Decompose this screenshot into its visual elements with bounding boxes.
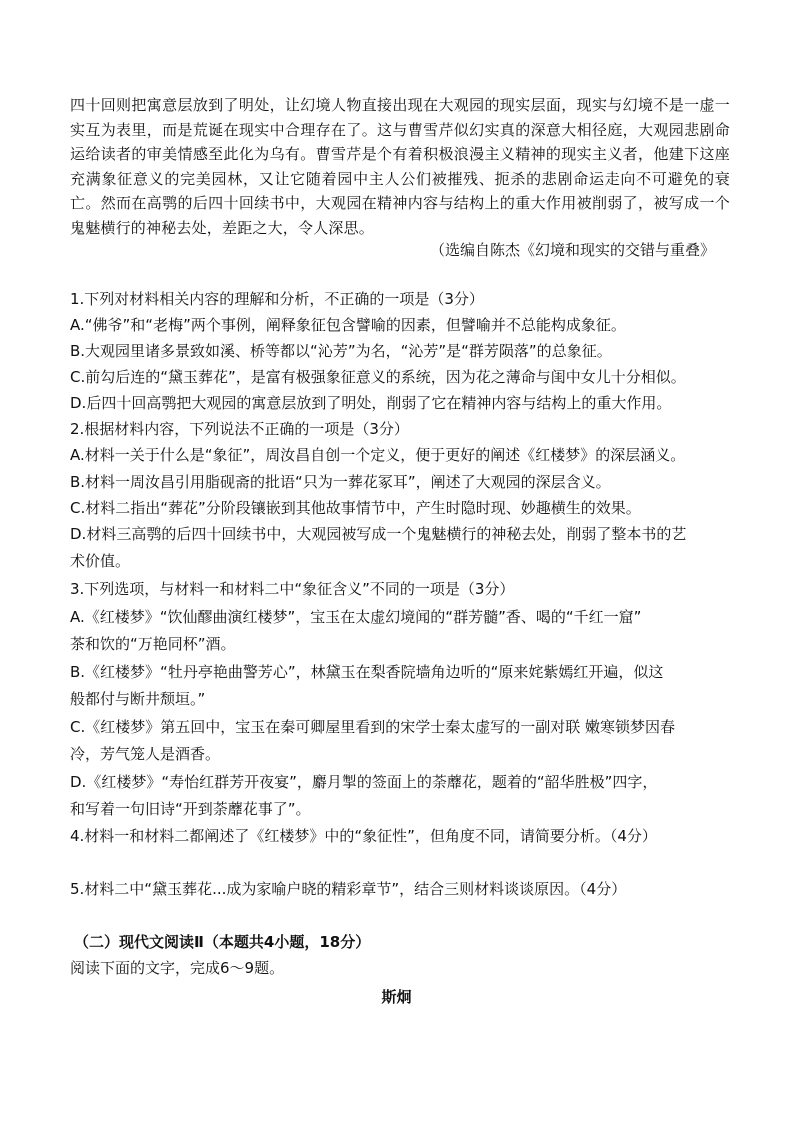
section-2-instruction: 阅读下面的文字，完成6～9题。 bbox=[70, 959, 285, 977]
question-1-option-a: A.“佛爷”和“老梅”两个事例，阐释象征包含譬喻的因素，但譬喻并不总能构成象征。 bbox=[70, 316, 626, 334]
passage-source: （选编自陈杰《幻境和现实的交错与重叠》 bbox=[429, 241, 715, 259]
section-2-title: （二）现代文阅读Ⅱ（本题共4小题，18分） bbox=[74, 933, 371, 951]
question-4: 4.材料一和材料二都阐述了《红楼梦》中的“象征性”，但角度不同，请简要分析。（4分） bbox=[70, 827, 657, 845]
question-1-option-d: D.后四十回高鹗把大观园的寓意层放到了明处，削弱了它在精神内容与结构上的重大作用。 bbox=[70, 394, 672, 412]
question-2-stem: 2.根据材料内容，下列说法不正确的一项是（3分） bbox=[70, 420, 409, 438]
question-3-option-a-cont: 茶和饮的“万艳同杯”酒。 bbox=[70, 635, 236, 653]
question-3-option-c-cont: 冷，芳气笼人是酒香。 bbox=[70, 745, 221, 763]
question-2-option-a: A.材料一关于什么是“象征”，周汝昌自创一个定义，便于更好的阐述《红楼梦》的深层涵义。 bbox=[70, 446, 686, 464]
question-1-stem: 1.下列对材料相关内容的理解和分析，不正确的一项是（3分） bbox=[70, 290, 484, 308]
question-3-option-d: D.《红楼梦》“寿怡红群芳开夜宴”，麝月掣的签面上的荼蘼花，题着的“韶华胜极”四字， bbox=[70, 773, 658, 791]
question-3-option-c: C.《红楼梦》第五回中，宝玉在秦可卿屋里看到的宋学士秦太虚写的一副对联 嫩寒锁梦因春 bbox=[70, 718, 676, 736]
question-3-option-a: A.《红楼梦》“饮仙醪曲演红楼梦”，宝玉在太虚幻境闻的“群芳髓”香、喝的“千红一窟” bbox=[70, 608, 642, 626]
question-5: 5.材料二中“黛玉葬花...成为家喻户晓的精彩章节”，结合三则材料谈谈原因。（4分） bbox=[70, 880, 627, 898]
question-3-option-b: B.《红楼梦》“牡丹亭艳曲警芳心”，林黛玉在梨香院墙角边听的“原来姹紫嫣红开遍，似这 bbox=[70, 663, 664, 681]
question-2-option-d-cont: 术价值。 bbox=[70, 552, 131, 570]
question-3-option-d-cont: 和写着一句旧诗“开到荼蘼花事了”。 bbox=[70, 800, 311, 818]
reading-piece-title: 斯炯 bbox=[381, 988, 412, 1006]
question-1-option-c: C.前勾后连的“黛玉葬花”，是富有极强象征意义的系统，因为花之薄命与闺中女儿十分相似。 bbox=[70, 368, 686, 386]
question-2-option-b: B.材料一周汝昌引用脂砚斋的批语“只为一葬花冢耳”，阐述了大观园的深层含义。 bbox=[70, 473, 611, 491]
question-3-option-b-cont: 般都付与断井颓垣。” bbox=[70, 690, 206, 708]
question-2-option-c: C.材料二指出“葬花”分阶段镶嵌到其他故事情节中，产生时隐时现、妙趣横生的效果。 bbox=[70, 499, 641, 517]
passage-paragraph: 四十回则把寓意层放到了明处，让幻境人物直接出现在大观园的现实层面，现实与幻境不是一虚一实互为表里，而是荒诞在现实中合理存在了。这与曹雪芹似幻实真的深意大相径庭，大观园悲剧命运给读者的审美情感至此化为乌有。曹雪芹是个有着积极浪漫主义精神的现实主义者，他建下这座充满象征意义的完美园林，又让它随着园中主人公们被摧残、扼杀的悲剧命运走向不可避免的衰亡。然而在高鹗的后四十回续书中，大观园在精神内容与结构上的重大作用被削弱了，被写成一个鬼魅横行的神秘去处，差距之大，令人深思。 bbox=[70, 96, 730, 237]
question-1-option-b: B.大观园里诸多景致如溪、桥等都以“沁芳”为名，“沁芳”是“群芳陨落”的总象征。 bbox=[70, 342, 612, 360]
question-3-stem: 3.下列选项，与材料一和材料二中“象征含义”不同的一项是（3分） bbox=[70, 580, 515, 598]
question-2-option-d: D.材料三高鹗的后四十回续书中，大观园被写成一个鬼魅横行的神秘去处，削弱了整本书的艺 bbox=[70, 525, 687, 543]
